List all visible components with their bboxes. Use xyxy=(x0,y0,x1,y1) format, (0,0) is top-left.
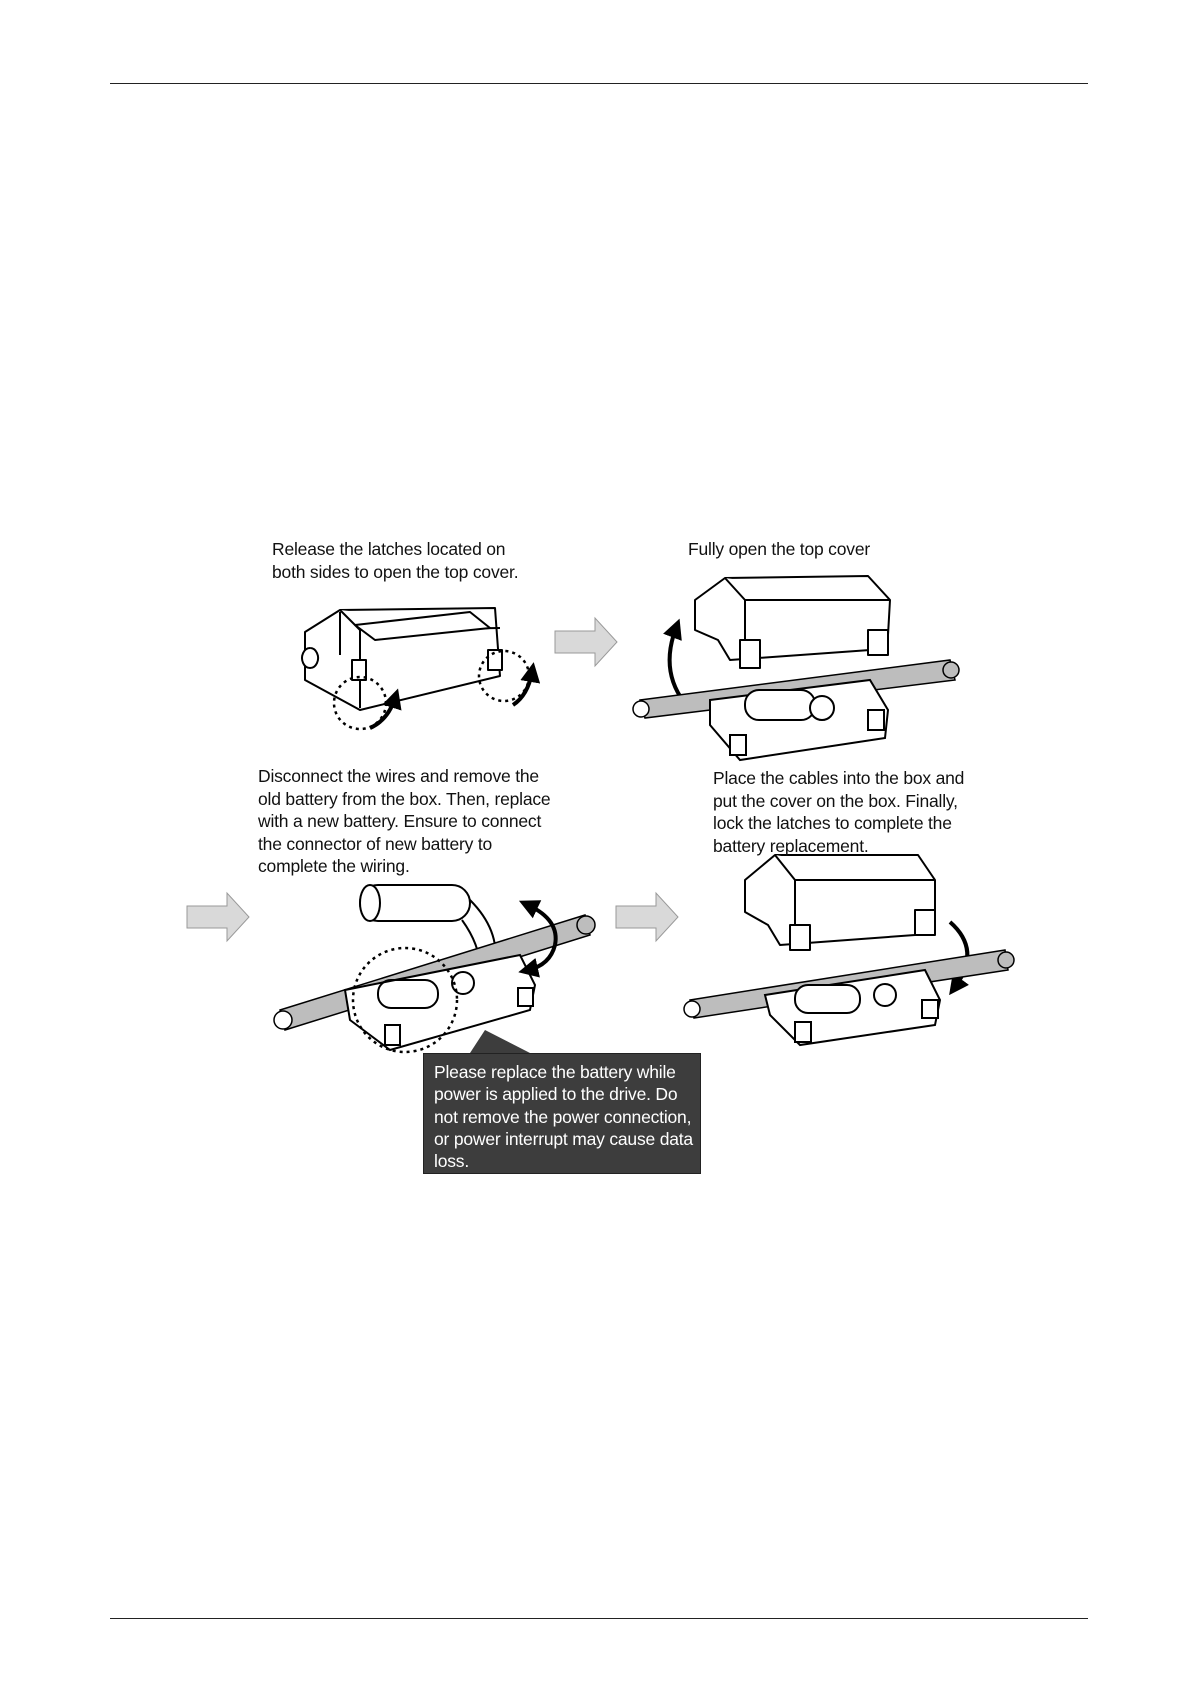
cable-and-open-box-illustration xyxy=(633,660,959,760)
step-3-caption: Disconnect the wires and remove the old battery from the box. Then, replace with a new battery. Ensure to connect the connector of new battery to complete the wiring. xyxy=(258,766,551,876)
closed-battery-box-illustration xyxy=(302,608,502,710)
step-arrow-1-to-2 xyxy=(555,618,617,666)
cover-lift-arrow xyxy=(670,628,684,702)
step-arrow-3-to-4 xyxy=(616,893,678,941)
warning-text: Please replace the battery while power is applied to the drive. Do not remove the power connection, or power interrupt may cause data loss. xyxy=(434,1062,693,1172)
step-arrow-into-3 xyxy=(187,893,249,941)
closing-cover-illustration xyxy=(745,855,935,950)
warning-callout xyxy=(423,1053,701,1174)
open-cover-illustration xyxy=(695,576,890,668)
step-2-caption: Fully open the top cover xyxy=(688,539,870,559)
cable-and-box-illustration-4 xyxy=(684,950,1014,1045)
cable-and-box-illustration-3 xyxy=(274,915,595,1050)
step-1-caption: Release the latches located on both sides to open the top cover. xyxy=(272,539,519,582)
step-4-caption: Place the cables into the box and put the cover on the box. Finally, lock the latches to complete the battery replacement. xyxy=(713,768,965,856)
warning-callout-pointer xyxy=(470,1030,530,1053)
